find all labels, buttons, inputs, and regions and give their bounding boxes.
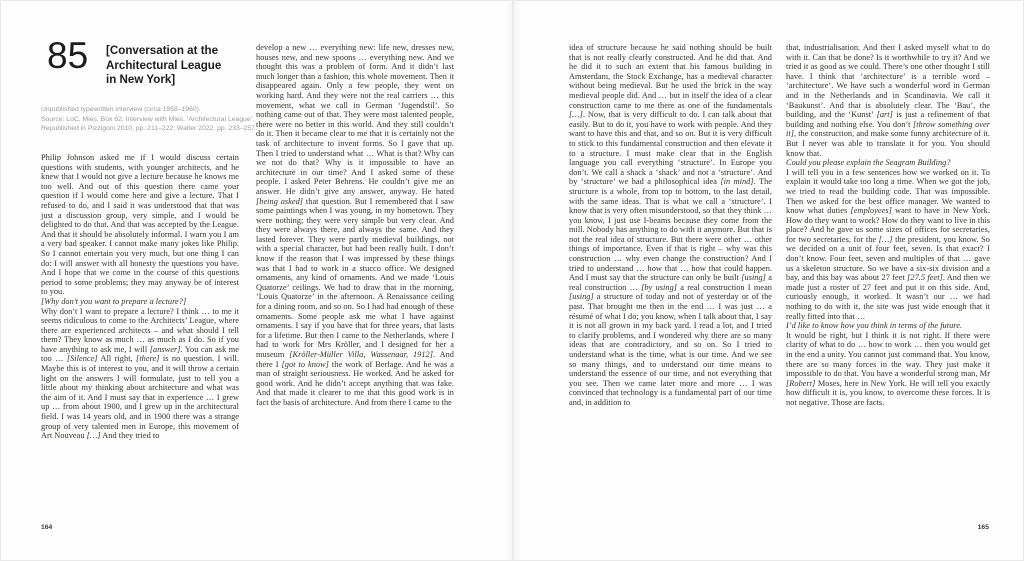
paragraph xyxy=(41,297,239,307)
article-number: 85 xyxy=(47,35,89,76)
editorial-insertion: […] xyxy=(569,110,583,120)
paragraph xyxy=(786,331,990,408)
editorial-insertion: […] xyxy=(878,234,893,244)
body-text: . And there I xyxy=(256,350,454,369)
editorial-insertion: [27.5 feet] xyxy=(907,273,943,283)
text-column-left-1 xyxy=(41,153,239,441)
body-text: a real construction I mean xyxy=(677,282,772,292)
body-text: I will tell you in a few sentences how we worked on it. To explain it would take too long a time. When we got the job, we tried to read the building code. That was impossible. Then we asked for the best office manager. We wanted to know what duties xyxy=(786,167,990,216)
editorial-insertion: [art] xyxy=(876,110,893,120)
body-text: And they tried to xyxy=(100,431,160,441)
editorial-insertion: [in mind] xyxy=(720,177,754,187)
editorial-insertion: [using] xyxy=(741,273,766,283)
body-text: is no question. I will. Maybe this is of interest to you, and it will throw a certain light on the answers I will formulate, just to tell you a little about my thinking about architecture and what was the aim of it. And I must say that in experience … I grew up … from about 1900, and I grew up in the architectural field. I was 14 years old, and in 1900 there was a strange group of very talented men in Europe, this movement of Art Nouveau xyxy=(41,354,239,441)
body-text: that question. But I remembered that I saw some paintings when I was young, in my hometown. They were nothing; they were very simple but very clear. And they were always there, and always the same. And they lasted forever. They were partly medieval buildings, not with a special character, but had been really built. I don’t know if the reason that I was impressed by these things was that I had to work in a stucco office. We designed ornaments, any kind of ornaments. And we made ‘Louis Quatorze’ ceilings. We had to draw that in the morning, ‘Louis Quatorze’ in the afternoon. A Renaissance ceiling for a dining room, and so on. So I had had enough of these ornaments. Some people ask me what I have against ornaments. I say if you have that for three years, that lasts for a lifetime. But then I came to the Netherlands, where I had to work for Mrs Kröller, and I designed for her a museum xyxy=(256,196,454,359)
body-text: Moses, here in New York. He will tell you exactly how difficult it is, you know, to overcome these forces. It is not negative. Those are facts. xyxy=(786,378,990,407)
body-text: a structure of today and not of yesterday or of the past. That brought me then in the end … I was just … a résumé of what I do; you know, when I talk about that, I say it is not all grown in my back yard. I read a lot, and I tried to clarify problems, and I wondered why there are so many ideas that are contradictory, and so on. So I tried to understand what is the time, what is our time. And we see so many things, and to understand our time means to understand the essence of our time, and not everything that you see. Then we came later more and more … I was convinced that technology is a fundamental part of our time and, in addition to xyxy=(569,292,772,407)
article-title-line: in New York] xyxy=(106,73,176,87)
page-number-left: 164 xyxy=(41,524,53,531)
body-text: . You can ask me too … xyxy=(41,344,240,364)
editorial-insertion: [Robert] xyxy=(786,378,816,388)
source-note-line: Republished in Pizzigoni 2010, pp. 211–222; Walter 2022, pp. 233–257. xyxy=(41,125,257,133)
editorial-insertion: [employees] xyxy=(850,206,892,216)
body-text: is just a refinement of that building and nothing else. You don’t xyxy=(786,110,990,129)
body-text: want to have in New York. How do they want to work? How do they want to live in this place? And he gave us some sizes of offices for secretaries, for two secretaries, for the xyxy=(786,206,990,244)
page-gutter-divider xyxy=(505,1,521,561)
paragraph xyxy=(569,43,772,408)
body-text: . And then we made just a roster of 27 feet and put it on this side. And, curiously enough, it worked. It wasn’t our … we had nothing to do with it, the site was just wide enough that it really fitted into that … xyxy=(786,273,991,321)
source-note xyxy=(41,105,261,134)
page-number-right: 165 xyxy=(977,524,989,531)
paragraph xyxy=(41,307,239,441)
body-text: idea of structure because he said nothing should be built that is not really clearly constructed. And he did that. And he did it to such an extent that his famous building in Amsterdam, the Stock Exchange, has a medieval character without being medieval. But he used the brick in the way medieval people did. And … but in itself the idea of a clear construction came to me there as one of the fundamentals xyxy=(569,43,772,110)
paragraph xyxy=(41,153,239,297)
article-title-line: [Conversation at the xyxy=(106,44,219,57)
editorial-insertion: [using] xyxy=(569,292,594,302)
editorial-insertion: [got to know] xyxy=(281,359,329,369)
editorial-insertion: [answer] xyxy=(149,344,181,354)
source-note-line: Source: LoC, Mies, Box 62, Interview with Mies, ‘Architectural League’. xyxy=(41,115,255,123)
text-column-right-2 xyxy=(786,43,990,408)
editorial-insertion: [by using] xyxy=(641,282,678,292)
paragraph xyxy=(786,168,990,322)
editorial-insertion: I’d like to know how you think in terms of the future. xyxy=(786,321,963,331)
body-text: , the construction, and make some funny architecture of it. But I never was able to translate it for you. You should know that. xyxy=(786,129,990,158)
body-text: . The structure is a whole, from top to bottom, to the last detail, with the same ideas. That is what we call a ‘structure’. I know that is very often misunderstood, so that they think … you know, I just use I-beams because they come from the mill. Nobody has anything to do with it anymore. But that is not the real idea of structure. But there were other … other things of importance. Even if that is right – why was this construction … why even change the construction? And I tried to understand … how that … how that could happen. And I must say that the structure can only be built xyxy=(569,177,772,283)
body-text: a real construction … xyxy=(569,273,772,292)
body-text: All right, xyxy=(97,354,137,364)
page-right xyxy=(513,1,1024,561)
editorial-insertion: Could you please explain the Seagram Building? xyxy=(786,158,951,168)
body-text: . Now, that is very difficult to do. I can talk about that easily. But to do it, you have to work with people. And they want to have this and that, and so on. But it is very difficult to stick to this fundamental construction and then elevate it to a structure. I must make clear that in the English language you call everything ‘structure’. In Europe you don’t. We call a shack a ‘shack’ and not a ‘structure’. And by ‘structure’ we had a philosophical idea xyxy=(569,110,772,187)
paragraph xyxy=(786,43,990,158)
source-note-line: Unpublished typewritten interview (circa 1958–1960). xyxy=(41,106,201,113)
editorial-insertion: [Why don’t you want to prepare a lecture?] xyxy=(41,296,187,306)
page-left xyxy=(1,1,513,561)
article-title-line: Architectural League xyxy=(106,58,222,72)
paragraph xyxy=(786,158,990,168)
body-text: Why don’t I want to prepare a lecture? I think … to me it seems ridiculous to come to the Architects’ League, where there are experienced architects – and what should I tell them? They know as much … as much as I do. So if you have anything to ask me, I will xyxy=(41,306,239,354)
body-text: that, industrialisation. And then I asked myself what to do with it. Can that be done? Is it worthwhile to try it? And we tried it as good as we could. There’s one other thought I still have. I think that ‘architecture’ is a terrible word – ‘architecture’. We have such a wonderful word in German and in the Netherlands and in Scandinavia. We call it ‘Baukunst’. And that is absolutely clear. The ‘Bau’, the building, and the ‘Kunst’ xyxy=(786,43,990,120)
editorial-insertion: [throw something over it] xyxy=(786,119,991,139)
editorial-insertion: [being asked] xyxy=(256,196,304,206)
body-text: Philip Johnson asked me if I would discuss certain questions with students, with younger architects, and he knew that I would not give a lecture because he knows me too well. And out of this question there came your question if I would come here and give a lecture. That I refused to do, and I said it was understood that that was just a discussion group, very simple, and I would be delighted to do that. And that was accepted by the League. And that it should be absolutely informal. I warn you I am a very bad speaker. I cannot make many jokes like Philip. So I cannot entertain you very much, but one thing I can do: I will answer with all honesty the questions you have. And I hope that we come in the course of this questions period to some problems; they may anyway be of interest to you. xyxy=(41,153,239,297)
body-text: the president, you know. So we decided on a unit of four feet, seven. Is that exact? I don’t know. Four feet, seven and multiples of that … gave us a skeleton structure. So we have a six-six division and a bay, and this bay was about 27 feet xyxy=(786,234,990,283)
editorial-insertion: [there] xyxy=(136,354,160,364)
paragraph xyxy=(786,321,990,331)
article-title xyxy=(106,44,221,88)
paragraph xyxy=(256,43,454,408)
editorial-insertion: [Kröller-Müller Villa, Wassenaar, 1912] xyxy=(289,350,433,359)
text-column-left-2 xyxy=(256,43,454,408)
body-text: develop a new … everything new: life new, dresses new, houses new, and new spoons … everything new. And we thought this was a problem of form. And it didn’t last much longer than a fashion, this whole movement. Then it disappeared again. Only a few people, they went on working hard. And they were not the real carriers … this movement, what we call in German ‘Jugendstil’. So nothing came out of that. They were most talented people, there were no better in this world. And they still couldn’t do it. Then it became clear to me that it is certainly not the task of architecture to invent forms. So I gave that up. Then I tried to understand what … What is that? Why can we not do that? Why is it impossible to have an architecture in our time? And I asked some of these people. I asked Peter Behrens. He couldn’t give me an answer. He didn’t give any answer, anyway. He hated xyxy=(256,43,454,196)
editorial-insertion: […] xyxy=(86,431,101,441)
body-text: the work of Berlage. And he was a man of straight seriousness. He worked. And he asked for good work. And he didn’t accept anything that was fake. And that made it clearer to me that this good work is in fact the basis of architecture. And from there I came to the xyxy=(256,359,454,407)
text-column-right-1 xyxy=(569,43,772,408)
editorial-insertion: [Silence] xyxy=(66,354,98,364)
body-text: It would be right, but I think it is not right. If there were clarity of what to do … how to work … then you would get in the end a unity. You cannot just command that. You know, there are so many forces in the way. They just make it impossible to do that. You have a wonderful strong man, Mr xyxy=(786,330,990,379)
